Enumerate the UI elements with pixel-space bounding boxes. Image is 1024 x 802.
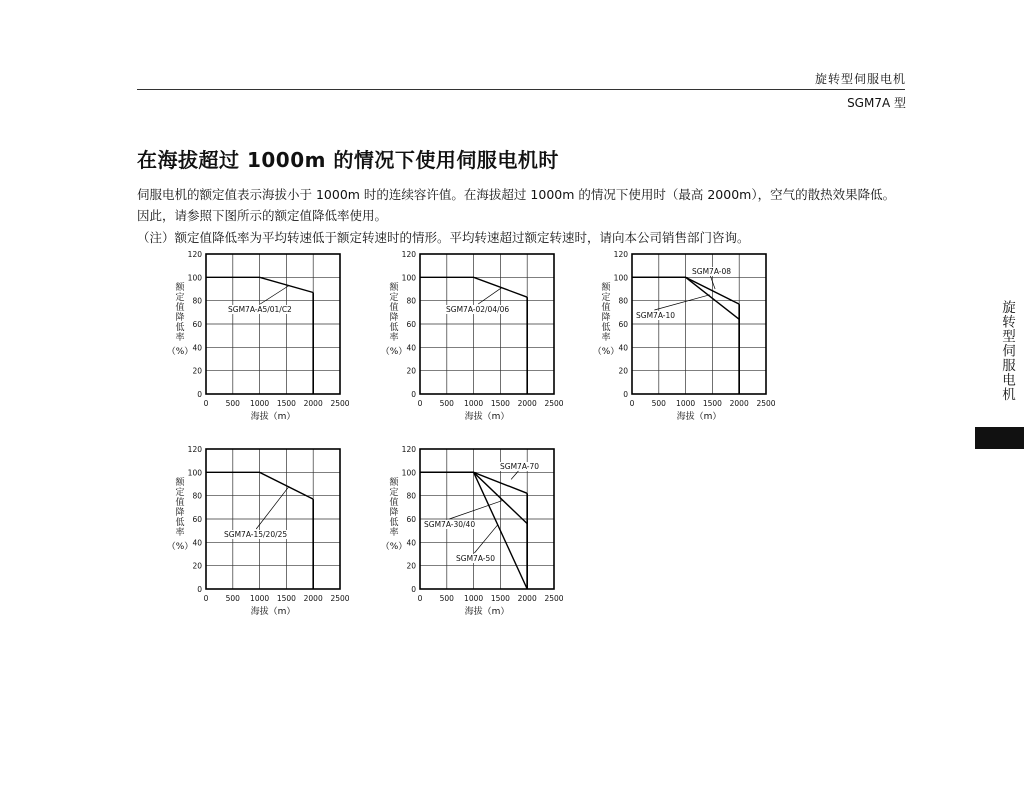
x-tick-label: 2500 <box>544 399 564 408</box>
y-tick-label: 20 <box>192 366 202 376</box>
y-axis-label: 额定值降低率 <box>389 283 399 343</box>
x-tick-label: 1500 <box>276 399 296 408</box>
series-leader-line <box>449 500 503 519</box>
y-tick-label: 80 <box>192 296 202 306</box>
x-tick-label: 500 <box>651 399 666 408</box>
series-leader-line <box>474 525 497 553</box>
body-paragraph-note: （注）额定值降低率为平均转速低于额定转速时的情形。平均转速超过额定转速时，请向本公司销售部门咨询。 <box>137 230 750 245</box>
y-tick-label: 60 <box>618 320 628 329</box>
x-tick-label: 2500 <box>544 594 564 603</box>
chart-svg <box>374 250 564 430</box>
x-tick-label: 1500 <box>702 399 722 408</box>
series-label: SGM7A-50 <box>456 554 496 563</box>
y-tick-label: 60 <box>406 515 416 524</box>
y-tick-label: 100 <box>187 468 202 478</box>
x-axis-label: 海拔（m） <box>464 412 510 422</box>
derating-chart-4 <box>160 445 350 625</box>
y-tick-label: 60 <box>192 320 202 329</box>
y-tick-label: 120 <box>401 445 416 454</box>
derating-chart-1 <box>160 250 350 430</box>
y-axis-label: 额定值降低率 <box>175 478 185 538</box>
y-tick-label: 80 <box>192 491 202 501</box>
x-tick-label: 1000 <box>464 594 484 603</box>
y-tick-label: 0 <box>411 585 416 594</box>
y-tick-label: 40 <box>406 343 416 353</box>
x-tick-label: 2000 <box>303 594 323 603</box>
sidebar-label: 旋转型伺服电机 <box>999 300 1015 402</box>
series-label: SGM7A-70 <box>500 462 540 471</box>
header-category: 旋转型伺服电机 <box>814 72 906 86</box>
y-axis-unit: （%） <box>380 542 408 552</box>
x-tick-label: 2500 <box>330 399 350 408</box>
y-tick-label: 80 <box>618 296 628 306</box>
series-label: SGM7A-08 <box>692 267 732 276</box>
x-tick-label: 0 <box>417 594 423 603</box>
y-tick-label: 60 <box>406 320 416 329</box>
chart-svg <box>160 250 350 430</box>
x-tick-label: 500 <box>439 399 454 408</box>
x-tick-label: 500 <box>225 399 240 408</box>
series-leader-line <box>654 295 709 310</box>
x-tick-label: 0 <box>417 399 423 408</box>
x-tick-label: 500 <box>439 594 454 603</box>
x-axis-label: 海拔（m） <box>250 607 296 617</box>
y-tick-label: 0 <box>623 390 628 399</box>
y-axis-unit: （%） <box>592 347 620 357</box>
y-tick-label: 60 <box>192 515 202 524</box>
section-title: 在海拔超过 1000m 的情况下使用伺服电机时 <box>137 148 559 172</box>
y-tick-label: 20 <box>406 561 416 571</box>
series-label: SGM7A-10 <box>636 311 676 320</box>
header-rule <box>137 89 905 90</box>
y-axis-unit: （%） <box>166 347 194 357</box>
x-tick-label: 2000 <box>517 594 537 603</box>
x-tick-label: 1500 <box>490 399 510 408</box>
header-model: SGM7A 型 <box>847 96 906 110</box>
y-tick-label: 0 <box>197 390 202 399</box>
series-leader-line <box>478 288 501 304</box>
series-label: SGM7A-15/20/25 <box>224 530 288 539</box>
derating-chart-3 <box>586 250 776 430</box>
y-tick-label: 100 <box>613 273 628 283</box>
x-tick-label: 2000 <box>729 399 749 408</box>
y-tick-label: 120 <box>613 250 628 259</box>
y-tick-label: 40 <box>618 343 628 353</box>
y-tick-label: 20 <box>192 561 202 571</box>
derating-chart-5 <box>374 445 564 625</box>
y-tick-label: 40 <box>192 343 202 353</box>
y-tick-label: 40 <box>192 538 202 548</box>
x-tick-label: 2000 <box>517 399 537 408</box>
chart-svg <box>374 445 564 625</box>
x-tick-label: 1000 <box>464 399 484 408</box>
y-tick-label: 120 <box>187 445 202 454</box>
y-axis-unit: （%） <box>166 542 194 552</box>
x-tick-label: 1000 <box>676 399 696 408</box>
y-axis-label: 额定值降低率 <box>175 283 185 343</box>
chart-svg <box>586 250 776 430</box>
chart-svg <box>160 445 350 625</box>
y-tick-label: 0 <box>411 390 416 399</box>
x-tick-label: 500 <box>225 594 240 603</box>
series-leader-line <box>256 486 289 529</box>
x-axis-label: 海拔（m） <box>464 607 510 617</box>
y-tick-label: 120 <box>187 250 202 259</box>
y-tick-label: 80 <box>406 296 416 306</box>
x-tick-label: 1000 <box>250 399 270 408</box>
x-tick-label: 1500 <box>490 594 510 603</box>
x-tick-label: 0 <box>203 594 209 603</box>
x-tick-label: 1500 <box>276 594 296 603</box>
y-tick-label: 100 <box>401 273 416 283</box>
y-tick-label: 20 <box>406 366 416 376</box>
y-tick-label: 80 <box>406 491 416 501</box>
x-tick-label: 2500 <box>330 594 350 603</box>
y-tick-label: 120 <box>401 250 416 259</box>
series-leader-line <box>260 286 289 305</box>
series-label: SGM7A-A5/01/C2 <box>228 305 292 314</box>
x-tick-label: 0 <box>203 399 209 408</box>
y-axis-unit: （%） <box>380 347 408 357</box>
series-label: SGM7A-30/40 <box>424 520 476 529</box>
x-tick-label: 2500 <box>756 399 776 408</box>
x-axis-label: 海拔（m） <box>676 412 722 422</box>
y-tick-label: 40 <box>406 538 416 548</box>
sidebar-tab-marker <box>975 427 1024 449</box>
x-axis-label: 海拔（m） <box>250 412 296 422</box>
y-axis-label: 额定值降低率 <box>601 283 611 343</box>
x-tick-label: 2000 <box>303 399 323 408</box>
x-tick-label: 0 <box>629 399 635 408</box>
y-tick-label: 100 <box>401 468 416 478</box>
body-paragraph-1: 伺服电机的额定值表示海拔小于 1000m 时的连续容许值。在海拔超过 1000m 的情况下使用时（最高 2000m），空气的散热效果降低。因此，请参照下图所示的额定值降低率使用。 <box>137 187 896 223</box>
y-tick-label: 0 <box>197 585 202 594</box>
y-tick-label: 100 <box>187 273 202 283</box>
y-axis-label: 额定值降低率 <box>389 478 399 538</box>
y-tick-label: 20 <box>618 366 628 376</box>
series-label: SGM7A-02/04/06 <box>446 305 510 314</box>
x-tick-label: 1000 <box>250 594 270 603</box>
derating-chart-2 <box>374 250 564 430</box>
